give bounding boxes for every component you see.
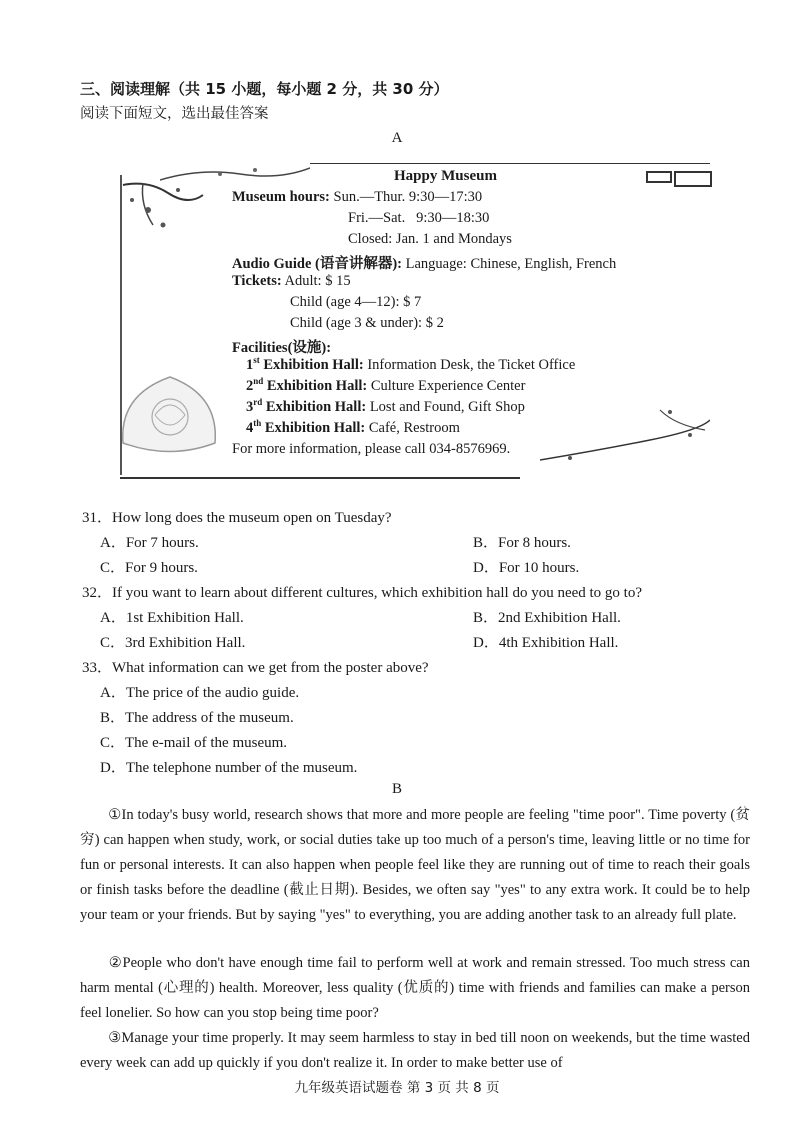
section-title: 三、阅读理解（共 15 小题，每小题 2 分，共 30 分） — [80, 80, 449, 98]
tickets-child-small: Child (age 3 & under): $ 2 — [290, 315, 444, 331]
q31-option-a: A．For 7 hours. — [100, 535, 199, 551]
question-32: 32．If you want to learn about different cultures, which exhibition hall do you need to go to? — [82, 585, 643, 601]
branch-bottom-icon — [540, 400, 710, 475]
q33-option-b: B．The address of the museum. — [100, 710, 294, 726]
q31-option-d: D．For 10 hours. — [473, 560, 580, 576]
q33-option-c: C．The e-mail of the museum. — [100, 735, 288, 751]
q32-option-a: A．1st Exhibition Hall. — [100, 610, 244, 626]
question-31: 31．How long does the museum open on Tuesday? — [82, 510, 392, 526]
passage-b-paragraph-2: ②People who don't have enough time fail to perform well at work and remain stressed. Too much stress can harm mental (心理的) health. Moreover, less quality (优质的) time with friends and families can make a person feel lonelier. So how can you stop being time poor? — [80, 955, 750, 1021]
passage-a-letter: A — [391, 130, 403, 146]
q32-option-b: B．2nd Exhibition Hall. — [473, 610, 621, 626]
poster-top-rule — [310, 163, 710, 164]
facilities-label: Facilities(设施): — [232, 340, 332, 356]
museum-hours-row — [232, 189, 482, 206]
poster-bottom-rule — [120, 477, 520, 479]
hours-label: Museum hours: — [232, 189, 330, 205]
passage-b-paragraph-3: ③Manage your time properly. It may seem harmless to stay in bed till noon on weekends, but the time wasted every week can add up quickly if you don't realize it. In order to make better use of — [80, 1030, 750, 1071]
q32-option-d: D．4th Exhibition Hall. — [473, 635, 619, 651]
hall-3-row: 3rd Exhibition Hall: Lost and Found, Gift Shop — [246, 397, 525, 415]
hall-4-row: 4th Exhibition Hall: Café, Restroom — [246, 418, 460, 436]
tickets-child: Child (age 4—12): $ 7 — [290, 294, 422, 310]
hours-line-1: Sun.—Thur. 9:30—17:30 — [333, 189, 483, 205]
poster-contact: For more information, please call 034-8576969. — [232, 441, 511, 457]
passage-b-paragraph-1: ①In today's busy world, research shows that more and more people are feeling "time poor". Time poverty (贫穷) can happen when study, work, or social duties take up too much of a person's time, leaving little or no time for fun or personal interests. It can also happen when people feel like they are running out of time to reach their goals or finish tasks before the deadline (截止日期). Besides, we often say "yes" to any extra work. It could be to help your team or your friends. But by saying "yes" to everything, you are adding another task to an already full plate. — [80, 807, 750, 923]
branch-top-icon — [160, 160, 310, 190]
audio-guide-row — [232, 252, 616, 273]
audio-label: Audio Guide (语音讲解器): — [232, 256, 402, 272]
q32-option-c: C．3rd Exhibition Hall. — [100, 635, 246, 651]
hours-line-3: Closed: Jan. 1 and Mondays — [348, 231, 512, 247]
q33-option-a: A．The price of the audio guide. — [100, 685, 300, 701]
q31-option-c: C．For 9 hours. — [100, 560, 198, 576]
page-footer: 九年级英语试题卷 第 3 页 共 8 页 — [294, 1080, 500, 1096]
hall-2-row: 2nd Exhibition Hall: Culture Experience Center — [246, 376, 526, 394]
tickets-adult: Adult: $ 15 — [284, 273, 351, 289]
question-33: 33．What information can we get from the poster above? — [82, 660, 429, 676]
tickets-row — [232, 273, 351, 290]
hall-1-row: 1st Exhibition Hall: Information Desk, the Ticket Office — [246, 355, 576, 373]
section-instruction: 阅读下面短文，选出最佳答案 — [80, 106, 269, 122]
q33-option-d: D．The telephone number of the museum. — [100, 760, 358, 776]
q31-option-b: B．For 8 hours. — [473, 535, 571, 551]
audio-value: Language: Chinese, English, French — [405, 256, 617, 272]
tickets-label: Tickets: — [232, 273, 282, 289]
poster-title: Happy Museum — [394, 168, 497, 184]
fan-ornament-icon — [115, 365, 225, 465]
hours-line-2: Fri.—Sat. 9:30—18:30 — [348, 210, 490, 226]
passage-b-letter: B — [391, 781, 402, 797]
corner-frame-icon — [645, 168, 715, 190]
